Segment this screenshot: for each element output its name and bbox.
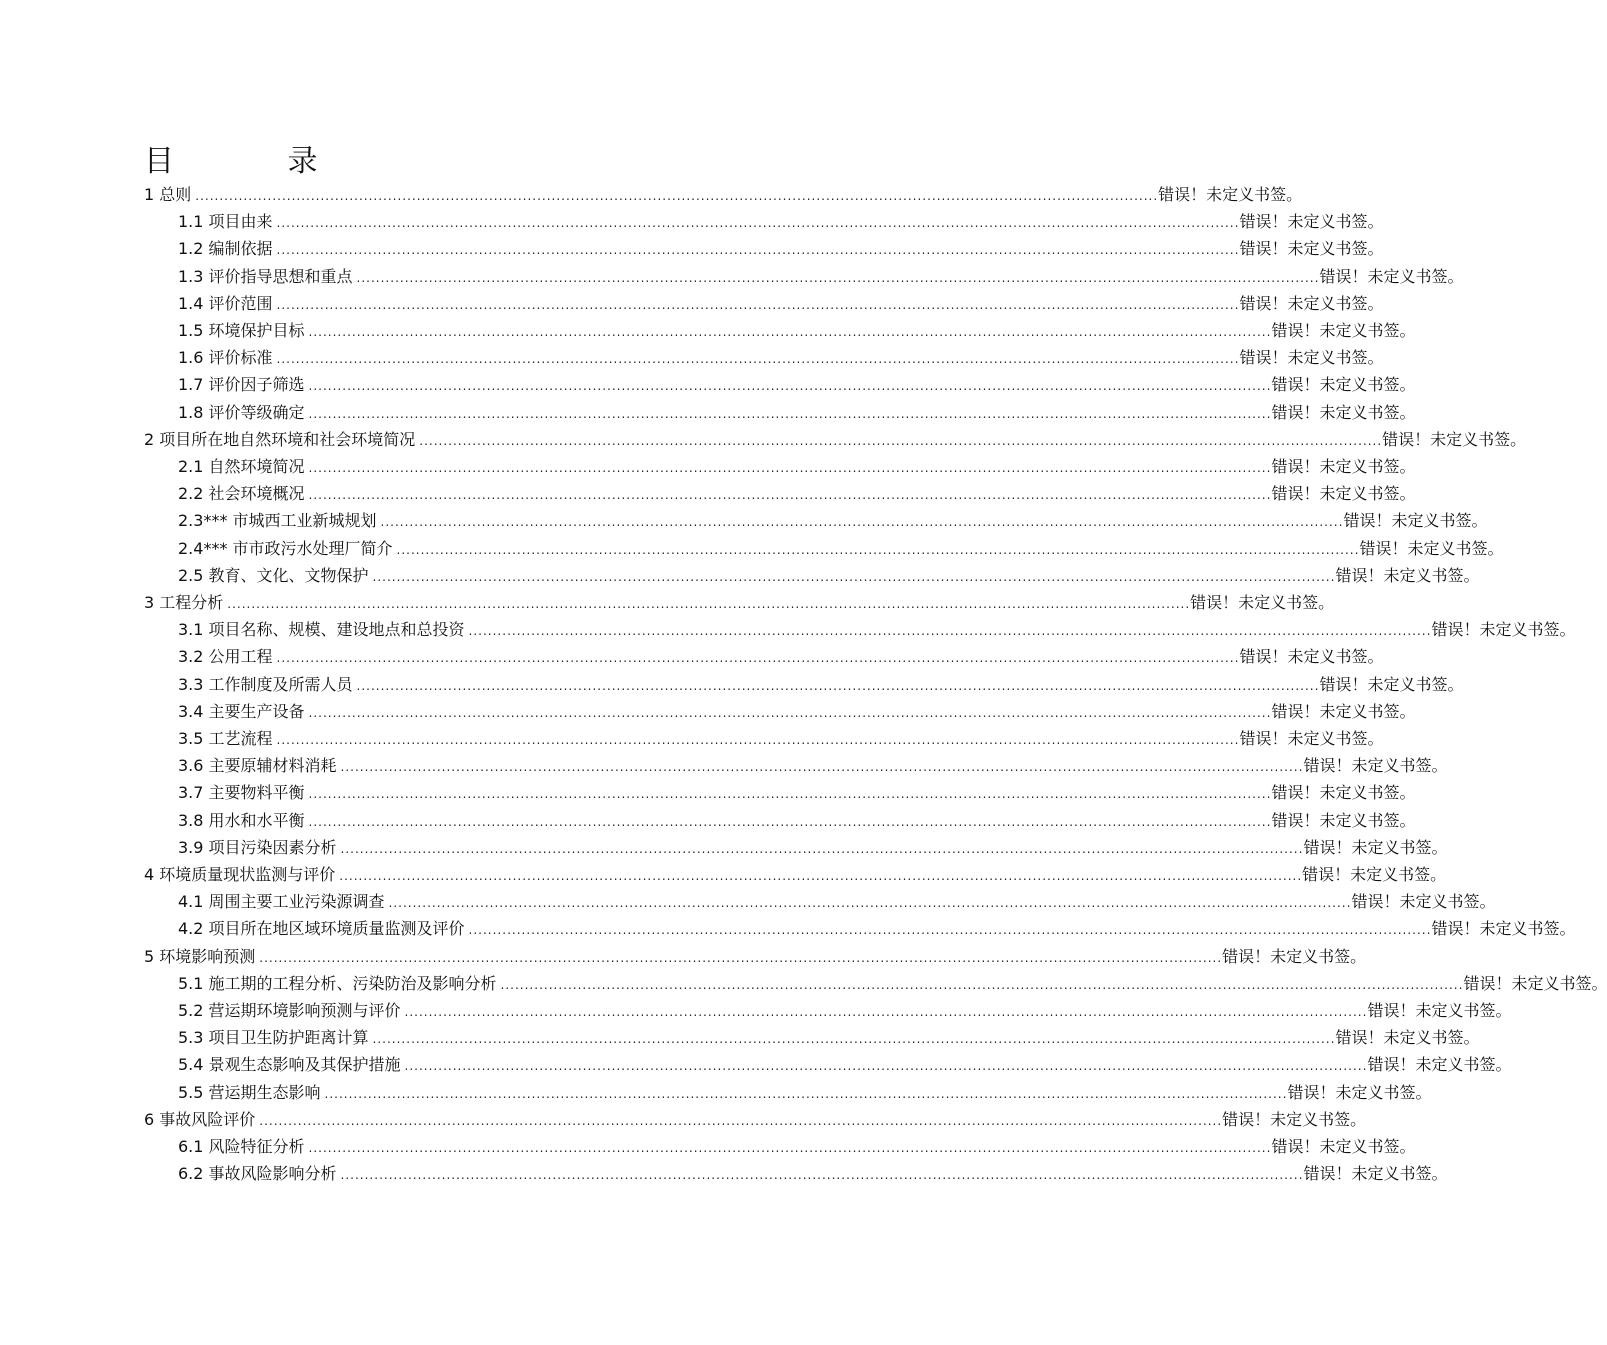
- toc-entry-page-ref: 错误！未定义书签。: [1271, 321, 1416, 340]
- toc-entry-title: 3.2 公用工程: [178, 647, 273, 667]
- toc-entry-title: 1.8 评价等级确定: [178, 402, 305, 422]
- toc-entry-title: 4.1 周围主要工业污染源调查: [178, 892, 385, 912]
- toc-entry[interactable]: [0, 837, 1448, 859]
- dot-leader: ........................................................................................................................................................................................................: [308, 488, 1272, 503]
- toc-entry[interactable]: [0, 728, 1384, 750]
- toc-entry-title: 1.1 项目由来: [178, 212, 273, 232]
- toc-entry-title: 3.3 工作制度及所需人员: [178, 674, 353, 694]
- toc-entry[interactable]: [0, 238, 1384, 260]
- toc-entry[interactable]: [0, 755, 1448, 777]
- toc-entry-page-ref: 错误！未定义书签。: [1239, 239, 1384, 259]
- toc-entry-title: 2.4*** 市市政污水处理厂简介: [178, 538, 393, 558]
- dot-leader: ........................................................................................................................................................................................................: [276, 352, 1240, 367]
- dot-leader: ........................................................................................................................................................................................................: [276, 297, 1240, 312]
- dot-leader: ........................................................................................................................................................................................................: [356, 678, 1320, 693]
- dot-leader: ........................................................................................................................................................................................................: [308, 814, 1272, 829]
- toc-entry-title: 6.2 事故风险影响分析: [178, 1164, 337, 1184]
- toc-entry[interactable]: [0, 973, 1607, 995]
- toc-entry-page-ref: 错误！未定义书签。: [1271, 375, 1416, 395]
- dot-leader: ........................................................................................................................................................................................................: [404, 1005, 1368, 1019]
- dot-leader: ........................................................................................................................................................................................................: [276, 216, 1240, 231]
- toc-entry-title: 2 项目所在地自然环境和社会环境简况: [144, 429, 416, 449]
- toc-entry-page-ref: 错误！未定义书签。: [1303, 837, 1448, 857]
- toc-entry[interactable]: [0, 1027, 1480, 1049]
- toc-entry-title: 3.1 项目名称、规模、建设地点和总投资: [178, 620, 465, 640]
- toc-entry-page-ref: 错误！未定义书签。: [1271, 701, 1416, 721]
- toc-entry-title: 5.4 景观生态影响及其保护措施: [178, 1055, 401, 1075]
- toc-entry-title: 3.6 主要原辅材料消耗: [178, 756, 337, 776]
- dot-leader: ........................................................................................................................................................................................................: [340, 1168, 1304, 1183]
- toc-entry[interactable]: [0, 1109, 1367, 1131]
- toc-entry-page-ref: 错误！未定义书签。: [1239, 293, 1384, 313]
- toc-entry[interactable]: [0, 674, 1464, 696]
- dot-leader: ........................................................................................................................................................................................................: [308, 406, 1272, 421]
- dot-leader: ........................................................................................................................................................................................................: [308, 1141, 1272, 1155]
- toc-entry-page-ref: 错误！未定义书签。: [1431, 620, 1576, 640]
- toc-entry-title: 2.2 社会环境概况: [178, 484, 305, 504]
- toc-entry-title: 1.2 编制依据: [178, 239, 273, 259]
- dot-leader: ........................................................................................................................................................................................................: [259, 1113, 1223, 1128]
- toc-entry[interactable]: [0, 1000, 1512, 1022]
- toc-entry-page-ref: 错误！未定义书签。: [1271, 484, 1416, 504]
- dot-leader: ........................................................................................................................................................................................................: [340, 760, 1304, 775]
- toc-title: 目 录: [144, 144, 370, 179]
- dot-leader: ........................................................................................................................................................................................................: [308, 461, 1272, 475]
- toc-entry-title: 2.3*** 市城西工业新城规划: [178, 511, 377, 531]
- toc-entry[interactable]: [0, 456, 1416, 478]
- dot-leader: ........................................................................................................................................................................................................: [308, 705, 1272, 720]
- toc-entry[interactable]: [0, 538, 1504, 560]
- toc-entry-page-ref: 错误！未定义书签。: [1367, 1055, 1512, 1075]
- dot-leader: ........................................................................................................................................................................................................: [276, 243, 1240, 258]
- toc-entry-title: 2.5 教育、文化、文物保护: [178, 565, 369, 585]
- dot-leader: ........................................................................................................................................................................................................: [356, 270, 1320, 285]
- toc-entry-page-ref: 错误！未定义书签。: [1239, 647, 1384, 667]
- toc-entry-page-ref: 错误！未定义书签。: [1239, 729, 1384, 748]
- toc-entry-title: 3 工程分析: [144, 593, 224, 612]
- toc-entry-page-ref: 错误！未定义书签。: [1222, 946, 1367, 966]
- toc-entry-page-ref: 错误！未定义书签。: [1335, 565, 1480, 585]
- dot-leader: ........................................................................................................................................................................................................: [195, 189, 1159, 203]
- toc-entry-page-ref: 错误！未定义书签。: [1239, 212, 1384, 232]
- toc-entry[interactable]: [0, 619, 1576, 641]
- toc-entry-title: 5.1 施工期的工程分析、污染防治及影响分析: [178, 973, 497, 993]
- toc-entry[interactable]: [0, 1054, 1512, 1076]
- toc-entry-title: 5 环境影响预测: [144, 946, 256, 966]
- dot-leader: ........................................................................................................................................................................................................: [308, 325, 1272, 339]
- toc-entry[interactable]: [0, 1082, 1432, 1104]
- toc-entry[interactable]: [0, 1163, 1448, 1185]
- dot-leader: ........................................................................................................................................................................................................: [372, 569, 1336, 584]
- toc-entry-page-ref: 错误！未定义书签。: [1351, 892, 1496, 912]
- toc-entry[interactable]: [0, 293, 1384, 315]
- dot-leader: ........................................................................................................................................................................................................: [500, 977, 1464, 992]
- toc-entry[interactable]: [0, 782, 1416, 804]
- toc-entry[interactable]: [0, 266, 1464, 288]
- toc-entry[interactable]: [0, 1136, 1416, 1158]
- toc-entry-page-ref: 错误！未定义书签。: [1287, 1082, 1432, 1102]
- dot-leader: ........................................................................................................................................................................................................: [259, 950, 1223, 965]
- toc-entry-page-ref: 错误！未定义书签。: [1222, 1109, 1367, 1129]
- toc-entry-page-ref: 错误！未定义书签。: [1303, 756, 1448, 776]
- toc-entry-title: 5.3 项目卫生防护距离计算: [178, 1028, 369, 1048]
- toc-entry-title: 3.8 用水和水平衡: [178, 810, 305, 830]
- dot-leader: ........................................................................................................................................................................................................: [396, 542, 1360, 557]
- toc-entry-page-ref: 错误！未定义书签。: [1382, 429, 1527, 449]
- dot-leader: ........................................................................................................................................................................................................: [276, 733, 1240, 747]
- toc-entry-page-ref: 错误！未定义书签。: [1367, 1001, 1512, 1020]
- dot-leader: ........................................................................................................................................................................................................: [388, 896, 1352, 911]
- toc-entry-title: 1.3 评价指导思想和重点: [178, 266, 353, 286]
- toc-entry[interactable]: [0, 592, 1335, 614]
- dot-leader: ........................................................................................................................................................................................................: [227, 597, 1191, 611]
- toc-entry[interactable]: [0, 565, 1480, 587]
- toc-entry-page-ref: 错误！未定义书签。: [1158, 185, 1303, 204]
- dot-leader: ........................................................................................................................................................................................................: [419, 433, 1383, 448]
- toc-entry-page-ref: 错误！未定义书签。: [1319, 674, 1464, 694]
- toc-entry-page-ref: 错误！未定义书签。: [1431, 919, 1576, 939]
- toc-entry-page-ref: 错误！未定义书签。: [1271, 783, 1416, 803]
- toc-entry-title: 1.7 评价因子筛选: [178, 375, 305, 395]
- toc-entry[interactable]: [0, 510, 1488, 532]
- toc-entry-title: 6.1 风险特征分析: [178, 1137, 305, 1156]
- toc-entry-page-ref: 错误！未定义书签。: [1271, 457, 1416, 476]
- toc-entry-page-ref: 错误！未定义书签。: [1271, 402, 1416, 422]
- toc-entry[interactable]: [0, 374, 1416, 396]
- toc-entry[interactable]: [0, 946, 1367, 968]
- toc-entry-page-ref: 错误！未定义书签。: [1239, 348, 1384, 368]
- toc-entry-title: 1.5 环境保护目标: [178, 321, 305, 340]
- toc-entry-title: 4.2 项目所在地区域环境质量监测及评价: [178, 919, 465, 939]
- toc-entry-title: 2.1 自然环境简况: [178, 457, 305, 476]
- toc-entry-page-ref: 错误！未定义书签。: [1319, 266, 1464, 286]
- toc-entry-title: 5.5 营运期生态影响: [178, 1082, 321, 1102]
- toc-entry[interactable]: [0, 483, 1416, 505]
- dot-leader: ........................................................................................................................................................................................................: [340, 841, 1304, 856]
- toc-entry[interactable]: [0, 918, 1576, 940]
- toc-entry-page-ref: 错误！未定义书签。: [1463, 973, 1607, 993]
- toc-entry-title: 1.6 评价标准: [178, 348, 273, 368]
- toc-entry-title: 3.5 工艺流程: [178, 729, 273, 748]
- dot-leader: ........................................................................................................................................................................................................: [276, 651, 1240, 666]
- toc-entry-title: 3.7 主要物料平衡: [178, 783, 305, 803]
- toc-entry-title: 1 总则: [144, 185, 192, 204]
- toc-entry[interactable]: [0, 211, 1384, 233]
- toc-entry[interactable]: [0, 646, 1384, 668]
- dot-leader: ........................................................................................................................................................................................................: [380, 515, 1344, 530]
- dot-leader: ........................................................................................................................................................................................................: [324, 1086, 1288, 1101]
- toc-entry-title: 4 环境质量现状监测与评价: [144, 865, 336, 884]
- toc-entry-title: 3.9 项目污染因素分析: [178, 837, 337, 857]
- toc-entry-title: 1.4 评价范围: [178, 293, 273, 313]
- toc-entry[interactable]: [0, 347, 1384, 369]
- toc-entry-title: 6 事故风险评价: [144, 1109, 256, 1129]
- dot-leader: ........................................................................................................................................................................................................: [404, 1059, 1368, 1074]
- toc-entry[interactable]: [0, 320, 1416, 342]
- toc-entry-page-ref: 错误！未定义书签。: [1190, 593, 1335, 612]
- dot-leader: ........................................................................................................................................................................................................: [468, 624, 1432, 639]
- toc-entry-page-ref: 错误！未定义书签。: [1271, 810, 1416, 830]
- toc-entry-page-ref: 错误！未定义书签。: [1302, 865, 1447, 884]
- toc-entry[interactable]: [0, 429, 1527, 451]
- toc-entry[interactable]: [0, 864, 1447, 886]
- dot-leader: ........................................................................................................................................................................................................: [372, 1032, 1336, 1047]
- dot-leader: ........................................................................................................................................................................................................: [468, 923, 1432, 938]
- toc-entry[interactable]: [0, 810, 1416, 832]
- dot-leader: ........................................................................................................................................................................................................: [308, 379, 1272, 394]
- toc-entry-page-ref: 错误！未定义书签。: [1303, 1164, 1448, 1184]
- toc-entry[interactable]: [0, 701, 1416, 723]
- toc-entry[interactable]: [0, 184, 1303, 206]
- dot-leader: ........................................................................................................................................................................................................: [308, 787, 1272, 802]
- dot-leader: ........................................................................................................................................................................................................: [339, 869, 1303, 883]
- toc-entry-title: 5.2 营运期环境影响预测与评价: [178, 1001, 401, 1020]
- toc-entry-page-ref: 错误！未定义书签。: [1343, 511, 1488, 531]
- toc-entry[interactable]: [0, 891, 1496, 913]
- toc-entry[interactable]: [0, 402, 1416, 424]
- toc-entry-title: 3.4 主要生产设备: [178, 701, 305, 721]
- toc-entry-page-ref: 错误！未定义书签。: [1359, 538, 1504, 558]
- toc-entry-page-ref: 错误！未定义书签。: [1271, 1137, 1416, 1156]
- toc-entry-page-ref: 错误！未定义书签。: [1335, 1028, 1480, 1048]
